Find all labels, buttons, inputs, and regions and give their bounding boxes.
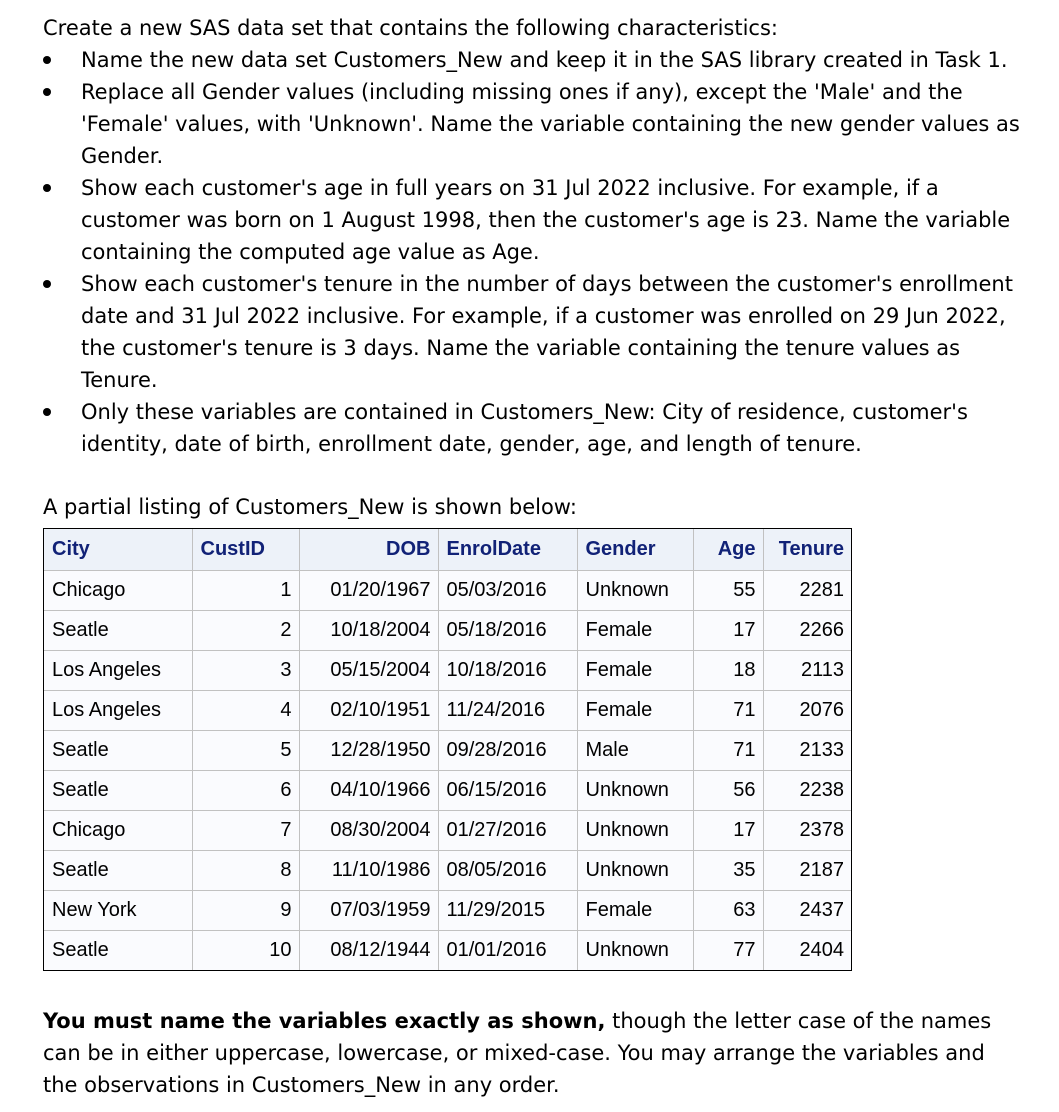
cell-dob: 10/18/2004 [299, 610, 438, 650]
cell-gender: Female [577, 610, 693, 650]
cell-custid: 2 [192, 610, 299, 650]
cell-city: Seatle [44, 770, 192, 810]
requirement-text: Replace all Gender values (including missing ones if any), except the 'Male' and the 'Female' values, with 'Unknown'. Name the variable containing the new gender values as Gender. [81, 80, 1020, 168]
table-row [44, 690, 851, 730]
table-row [44, 650, 851, 690]
cell-tenure: 2281 [763, 570, 851, 610]
cell-age: 71 [693, 730, 763, 770]
cell-dob: 04/10/1966 [299, 770, 438, 810]
cell-custid: 7 [192, 810, 299, 850]
cell-city: Seatle [44, 730, 192, 770]
cell-city: Seatle [44, 930, 192, 970]
customers-table [44, 529, 851, 970]
table-row [44, 610, 851, 650]
cell-dob: 02/10/1951 [299, 690, 438, 730]
requirement-item [43, 396, 1043, 460]
bullet-icon [43, 56, 51, 64]
cell-gender: Male [577, 730, 693, 770]
cell-gender: Female [577, 650, 693, 690]
cell-city: Seatle [44, 850, 192, 890]
table-row [44, 850, 851, 890]
cell-enroldate: 01/27/2016 [438, 810, 577, 850]
cell-dob: 11/10/1986 [299, 850, 438, 890]
bullet-icon [43, 184, 51, 192]
cell-age: 71 [693, 690, 763, 730]
cell-dob: 05/15/2004 [299, 650, 438, 690]
cell-enroldate: 06/15/2016 [438, 770, 577, 810]
cell-tenure: 2133 [763, 730, 851, 770]
cell-gender: Unknown [577, 930, 693, 970]
cell-city: New York [44, 890, 192, 930]
column-header-enroldate: EnrolDate [438, 529, 577, 570]
cell-age: 35 [693, 850, 763, 890]
cell-tenure: 2076 [763, 690, 851, 730]
requirements-list [43, 44, 1043, 460]
cell-gender: Unknown [577, 810, 693, 850]
bullet-icon [43, 88, 51, 96]
table-row [44, 930, 851, 970]
cell-tenure: 2266 [763, 610, 851, 650]
cell-city: Seatle [44, 610, 192, 650]
cell-enroldate: 01/01/2016 [438, 930, 577, 970]
requirement-text: Name the new data set Customers_New and keep it in the SAS library created in Task 1. [81, 48, 1008, 72]
cell-enroldate: 08/05/2016 [438, 850, 577, 890]
cell-custid: 1 [192, 570, 299, 610]
partial-listing-label: A partial listing of Customers_New is shown below: [43, 495, 577, 519]
cell-enroldate: 11/29/2015 [438, 890, 577, 930]
requirement-item [43, 268, 1043, 396]
column-header-custid: CustID [192, 529, 299, 570]
cell-gender: Unknown [577, 770, 693, 810]
cell-custid: 8 [192, 850, 299, 890]
cell-enroldate: 10/18/2016 [438, 650, 577, 690]
cell-custid: 5 [192, 730, 299, 770]
cell-city: Chicago [44, 810, 192, 850]
cell-age: 18 [693, 650, 763, 690]
bullet-icon [43, 408, 51, 416]
cell-custid: 4 [192, 690, 299, 730]
cell-tenure: 2437 [763, 890, 851, 930]
closing-emphasis: You must name the variables exactly as shown, [43, 1009, 606, 1033]
column-header-dob: DOB [299, 529, 438, 570]
cell-tenure: 2404 [763, 930, 851, 970]
cell-age: 56 [693, 770, 763, 810]
cell-custid: 10 [192, 930, 299, 970]
cell-dob: 12/28/1950 [299, 730, 438, 770]
table-row [44, 770, 851, 810]
intro-text: Create a new SAS data set that contains the following characteristics: [43, 16, 778, 40]
cell-enroldate: 05/18/2016 [438, 610, 577, 650]
cell-gender: Unknown [577, 570, 693, 610]
requirement-text: Show each customer's tenure in the number of days between the customer's enrollment date and 31 Jul 2022 inclusive. For example, if a customer was enrolled on 29 Jun 2022, the customer's tenure is 3 days. Name the variable containing the tenure values as Tenure. [81, 272, 1013, 392]
closing-note [43, 1005, 1023, 1101]
cell-enroldate: 09/28/2016 [438, 730, 577, 770]
closing-text: though the letter case of the names can be in either uppercase, lowercase, or mixed-case. You may arrange the variables and the observations in Customers_New in any order. [43, 1009, 992, 1097]
cell-dob: 08/30/2004 [299, 810, 438, 850]
column-header-city: City [44, 529, 192, 570]
requirement-item [43, 172, 1043, 268]
cell-tenure: 2113 [763, 650, 851, 690]
column-header-tenure: Tenure [763, 529, 851, 570]
table-row [44, 890, 851, 930]
cell-age: 17 [693, 610, 763, 650]
requirement-text: Only these variables are contained in Customers_New: City of residence, customer's identity, date of birth, enrollment date, gender, age, and length of tenure. [81, 400, 968, 456]
requirement-item [43, 76, 1043, 172]
cell-enroldate: 05/03/2016 [438, 570, 577, 610]
cell-age: 55 [693, 570, 763, 610]
cell-tenure: 2187 [763, 850, 851, 890]
cell-dob: 07/03/1959 [299, 890, 438, 930]
table-row [44, 730, 851, 770]
table-body [44, 570, 851, 970]
cell-dob: 01/20/1967 [299, 570, 438, 610]
cell-gender: Unknown [577, 850, 693, 890]
cell-city: Chicago [44, 570, 192, 610]
customers-table-frame [43, 528, 852, 971]
cell-age: 77 [693, 930, 763, 970]
cell-city: Los Angeles [44, 650, 192, 690]
cell-custid: 3 [192, 650, 299, 690]
column-header-gender: Gender [577, 529, 693, 570]
cell-tenure: 2378 [763, 810, 851, 850]
requirement-text: Show each customer's age in full years on 31 Jul 2022 inclusive. For example, if a customer was born on 1 August 1998, then the customer's age is 23. Name the variable containing the computed age value as Age. [81, 176, 1011, 264]
table-header-row [44, 529, 851, 570]
cell-age: 17 [693, 810, 763, 850]
table-row [44, 810, 851, 850]
cell-custid: 9 [192, 890, 299, 930]
requirement-item [43, 44, 1043, 76]
cell-dob: 08/12/1944 [299, 930, 438, 970]
cell-city: Los Angeles [44, 690, 192, 730]
cell-gender: Female [577, 890, 693, 930]
cell-tenure: 2238 [763, 770, 851, 810]
column-header-age: Age [693, 529, 763, 570]
cell-age: 63 [693, 890, 763, 930]
cell-custid: 6 [192, 770, 299, 810]
bullet-icon [43, 280, 51, 288]
table-row [44, 570, 851, 610]
cell-enroldate: 11/24/2016 [438, 690, 577, 730]
cell-gender: Female [577, 690, 693, 730]
